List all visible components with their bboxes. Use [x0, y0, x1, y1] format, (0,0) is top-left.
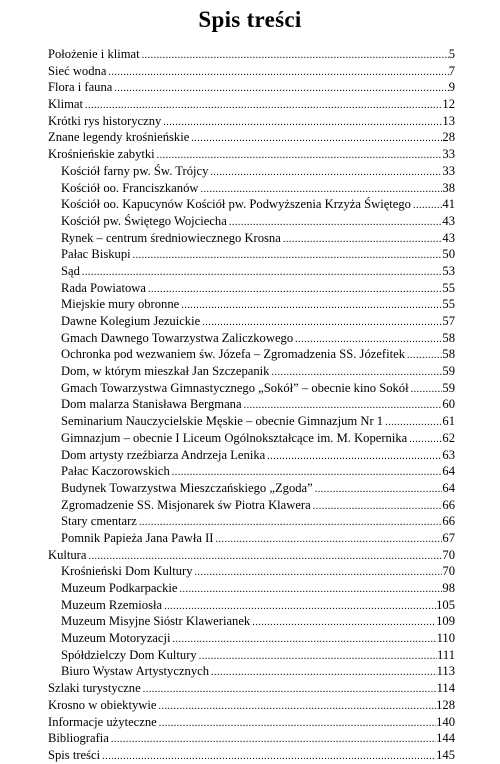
toc-page-number: 110 [436, 631, 455, 646]
toc-page-number: 55 [442, 280, 455, 295]
toc-entry-label: Spis treści [48, 747, 101, 762]
toc-entry-label: Pomnik Papieża Jana Pawła II [61, 530, 214, 545]
toc-leader-dots [269, 365, 442, 380]
toc-entry-label: Kościół farny pw. Św. Trójcy [61, 163, 209, 178]
toc-entry-label: Krośnieński Dom Kultury [61, 564, 193, 579]
toc-leader-dots [156, 699, 436, 714]
toc-subentry [48, 597, 455, 614]
toc-leader-dots [162, 599, 436, 614]
toc-subentry [48, 563, 455, 580]
toc-entry-label: Spółdzielczy Dom Kultury [61, 647, 197, 662]
toc-subentry [48, 363, 455, 380]
toc-leader-dots [250, 615, 436, 630]
toc-page-number: 109 [436, 614, 455, 629]
toc-entry-label: Kościół pw. Świętego Wojciecha [61, 213, 227, 228]
toc-entry-label: Bibliografia [48, 731, 109, 746]
toc-leader-dots [281, 232, 443, 247]
toc-subentry [48, 413, 455, 430]
toc-leader-dots [131, 248, 443, 263]
toc-leader-dots [197, 649, 437, 664]
toc-page-number: 61 [442, 414, 455, 429]
toc-subentry [48, 430, 455, 447]
toc-leader-dots [409, 382, 443, 397]
toc-leader-dots [170, 632, 436, 647]
toc-entry-label: Sąd [61, 263, 80, 278]
toc-entry-label: Krośnieńskie zabytki [48, 147, 155, 162]
toc-page-number: 114 [436, 681, 455, 696]
toc-entry-label: Gmach Towarzystwa Gimnastycznego „Sokół” – obecnie kino Sokół [61, 380, 409, 395]
toc-subentry [48, 663, 455, 680]
toc-entry-label: Krosno w obiektywie [48, 697, 157, 712]
toc-entry-label: Dom malarza Stanisława Bergmana [61, 397, 242, 412]
toc-subentry [48, 530, 455, 547]
toc-leader-dots [242, 398, 443, 413]
toc-entry-label: Kościół oo. Franciszkanów [61, 180, 199, 195]
toc-entry-label: Muzeum Podkarpackie [61, 581, 178, 595]
toc-entry-label: Kościół oo. Kapucynów Kościół pw. Podwyższenia Krzyża Świętego [61, 197, 411, 212]
toc-leader-dots [179, 298, 442, 313]
toc-entry-label: Dom, w którym mieszkał Jan Szczepanik [61, 364, 270, 379]
toc-entry-label: Pałac Biskupi [61, 247, 131, 262]
toc-page-number: 66 [442, 514, 455, 529]
table-of-contents [48, 46, 455, 764]
toc-leader-dots [383, 415, 442, 430]
toc-entry-label: Stary cmentarz [61, 514, 137, 529]
toc-entry [48, 730, 455, 747]
toc-leader-dots [293, 332, 442, 347]
toc-page-number: 33 [442, 163, 455, 178]
toc-entry [48, 680, 455, 697]
page-title: Spis treści [198, 7, 302, 32]
toc-leader-dots [313, 482, 443, 497]
toc-page-number: 43 [442, 230, 455, 245]
toc-entry-label: Muzeum Rzemiosła [61, 597, 163, 612]
toc-page-number: 64 [442, 464, 455, 479]
toc-subentry [48, 213, 455, 230]
toc-subentry [48, 263, 455, 280]
toc-page-number: 7 [448, 63, 455, 78]
toc-leader-dots [86, 549, 442, 564]
toc-page-number: 43 [442, 213, 455, 228]
toc-entry-label: Muzeum Misyjne Sióstr Klawerianek [61, 614, 251, 629]
toc-entry [48, 63, 455, 80]
toc-page-number: 58 [442, 330, 455, 345]
toc-entry [48, 46, 455, 63]
toc-leader-dots [407, 432, 442, 447]
toc-page-number: 9 [448, 80, 455, 95]
toc-leader-dots [109, 732, 436, 747]
toc-entry-label: Budynek Towarzystwa Mieszczańskiego „Zgoda” [61, 480, 313, 495]
toc-leader-dots [100, 749, 436, 764]
toc-subentry [48, 497, 455, 514]
toc-page-number: 105 [436, 597, 455, 612]
toc-page-number: 59 [442, 364, 455, 379]
toc-leader-dots [193, 565, 443, 580]
toc-page-number: 5 [448, 47, 455, 61]
toc-page-number: 63 [442, 447, 455, 462]
toc-entry-label: Flora i fauna [48, 80, 113, 95]
toc-page-number: 33 [442, 147, 455, 162]
toc-entry-label: Seminarium Nauczycielskie Męskie – obecnie Gimnazjum Nr 1 [61, 414, 384, 429]
toc-leader-dots [155, 148, 443, 163]
toc-entry [48, 747, 455, 764]
toc-page-number: 38 [442, 180, 455, 195]
toc-subentry [48, 180, 455, 197]
toc-entry-label: Kultura [48, 547, 87, 562]
toc-leader-dots [140, 48, 449, 63]
toc-subentry [48, 330, 455, 347]
toc-entry-label: Pałac Kaczorowskich [61, 464, 170, 479]
toc-leader-dots [112, 81, 448, 96]
toc-page-number: 98 [442, 581, 455, 595]
toc-leader-dots [80, 265, 443, 280]
toc-leader-dots [213, 532, 442, 547]
toc-page-number: 113 [436, 664, 455, 679]
toc-subentry [48, 346, 455, 363]
toc-page-number: 140 [436, 714, 455, 729]
toc-entry [48, 96, 455, 113]
toc-entry-label: Szlaki turystyczne [48, 681, 141, 696]
toc-leader-dots [106, 65, 448, 80]
toc-page-number: 62 [442, 430, 455, 445]
toc-page-number: 57 [442, 314, 455, 328]
toc-leader-dots [83, 98, 442, 113]
toc-subentry [48, 447, 455, 464]
toc-page-number: 70 [442, 547, 455, 562]
toc-leader-dots [209, 665, 437, 680]
toc-subentry [48, 313, 455, 330]
toc-leader-dots [146, 282, 442, 297]
toc-leader-dots [265, 449, 442, 464]
toc-page-number: 66 [442, 497, 455, 512]
toc-page-number: 50 [442, 247, 455, 262]
toc-subentry [48, 246, 455, 263]
toc-entry [48, 714, 455, 731]
toc-subentry [48, 280, 455, 297]
toc-leader-dots [189, 131, 442, 146]
toc-entry-label: Dawne Kolegium Jezuickie [61, 314, 201, 328]
toc-entry-label: Rynek – centrum średniowiecznego Krosna [61, 230, 281, 245]
toc-subentry [48, 480, 455, 497]
toc-entry-label: Muzeum Motoryzacji [61, 631, 171, 646]
toc-entry [48, 113, 455, 130]
toc-page-number: 128 [436, 697, 455, 712]
toc-subentry [48, 647, 455, 664]
toc-leader-dots [161, 115, 442, 130]
toc-subentry [48, 630, 455, 647]
toc-leader-dots [200, 315, 442, 330]
toc-leader-dots [227, 215, 443, 230]
toc-page-number: 111 [437, 647, 455, 662]
toc-leader-dots [177, 582, 442, 597]
toc-entry-label: Gimnazjum – obecnie I Liceum Ogólnokształcące im. M. Kopernika [61, 430, 408, 445]
toc-page-number: 13 [442, 113, 455, 128]
toc-page-number: 12 [442, 97, 455, 112]
toc-subentry [48, 463, 455, 480]
toc-page-number: 145 [436, 747, 455, 762]
toc-entry [48, 547, 455, 564]
toc-entry [48, 129, 455, 146]
toc-entry-label: Klimat [48, 97, 83, 112]
toc-leader-dots [157, 716, 436, 731]
toc-entry-label: Znane legendy krośnieńskie [48, 130, 190, 145]
toc-page-number: 59 [442, 380, 455, 395]
toc-entry-label: Gmach Dawnego Towarzystwa Zaliczkowego [61, 330, 294, 345]
toc-page-number: 41 [442, 197, 455, 212]
toc-page-number: 70 [442, 564, 455, 579]
toc-page-number: 55 [442, 297, 455, 312]
toc-entry-label: Zgromadzenie SS. Misjonarek św Piotra Klawera [61, 497, 311, 512]
toc-entry-label: Informacje użyteczne [48, 714, 157, 729]
toc-leader-dots [411, 198, 442, 213]
toc-entry-label: Sieć wodna [48, 63, 107, 78]
toc-page-number: 67 [442, 530, 455, 545]
toc-entry [48, 146, 455, 163]
toc-entry-label: Ochronka pod wezwaniem św. Józefa – Zgromadzenia SS. Józefitek [61, 347, 405, 362]
toc-page-number: 60 [442, 397, 455, 412]
toc-subentry [48, 163, 455, 180]
toc-entry [48, 79, 455, 96]
toc-leader-dots [311, 499, 443, 514]
toc-subentry [48, 230, 455, 247]
toc-page-number: 53 [442, 263, 455, 278]
toc-entry-label: Biuro Wystaw Artystycznych [61, 664, 210, 679]
toc-leader-dots [208, 165, 442, 180]
toc-page-number: 28 [442, 130, 455, 145]
toc-entry-label: Miejskie mury obronne [61, 297, 180, 312]
toc-subentry [48, 613, 455, 630]
toc-subentry [48, 396, 455, 413]
toc-page-number: 144 [436, 731, 455, 746]
toc-subentry [48, 380, 455, 397]
toc-leader-dots [170, 465, 443, 480]
toc-leader-dots [198, 182, 442, 197]
toc-entry-label: Rada Powiatowa [61, 280, 146, 295]
toc-subentry [48, 196, 455, 213]
toc-entry-label: Położenie i klimat [48, 47, 140, 61]
toc-page-number: 64 [442, 480, 455, 495]
toc-subentry [48, 296, 455, 313]
toc-page-number: 58 [442, 347, 455, 362]
toc-entry-label: Krótki rys historyczny [48, 113, 162, 128]
toc-leader-dots [405, 348, 442, 363]
toc-leader-dots [141, 682, 437, 697]
toc-leader-dots [137, 515, 443, 530]
toc-subentry [48, 580, 455, 597]
toc-entry-label: Dom artysty rzeźbiarza Andrzeja Lenika [61, 447, 266, 462]
toc-entry [48, 697, 455, 714]
toc-subentry [48, 513, 455, 530]
